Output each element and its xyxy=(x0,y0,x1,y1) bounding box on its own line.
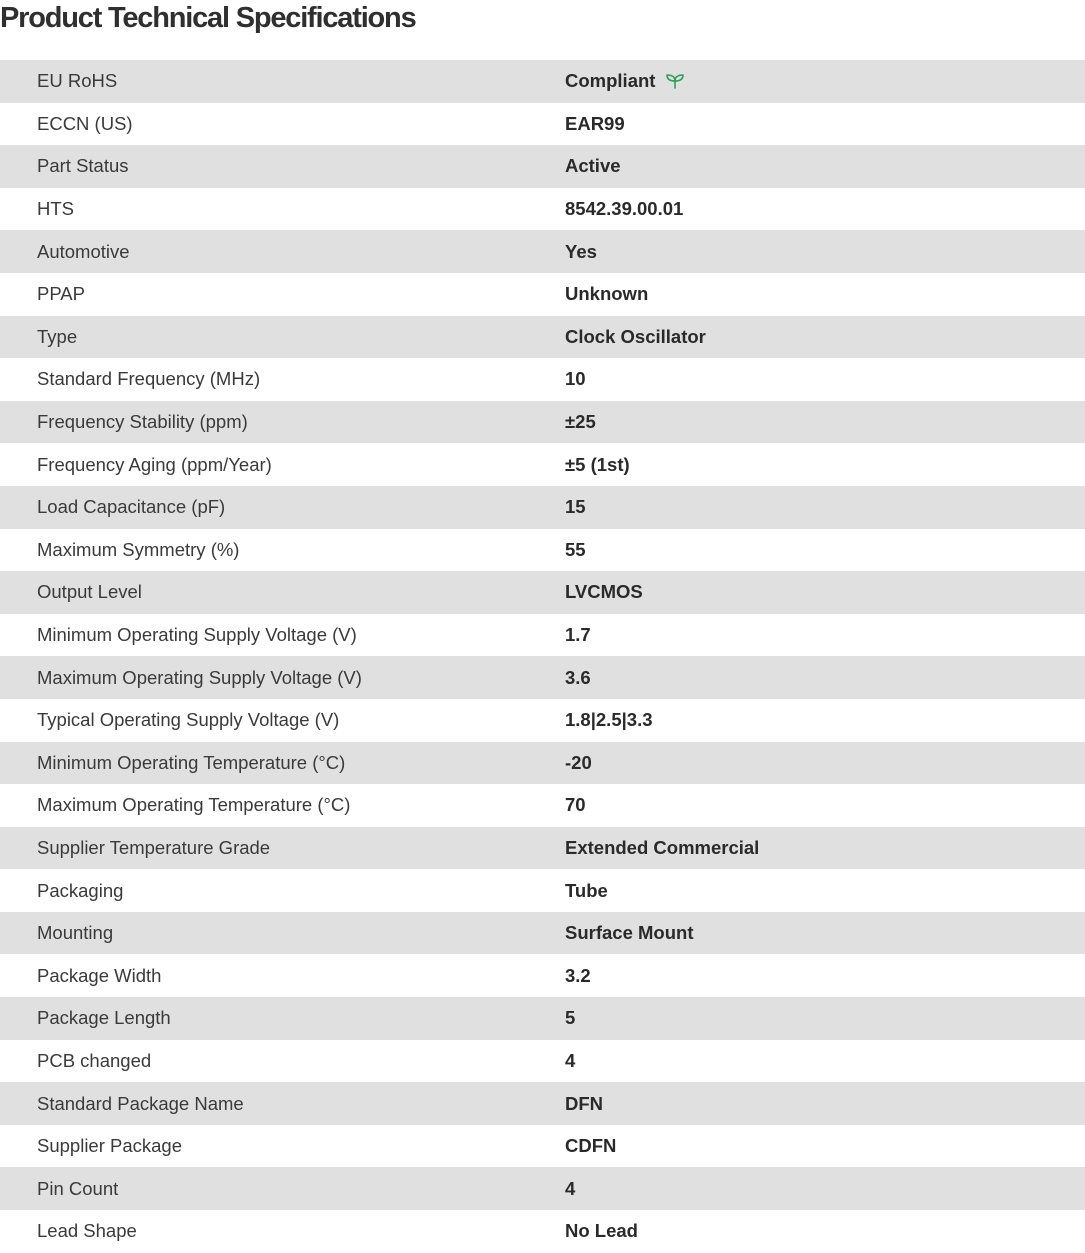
spec-row xyxy=(0,954,1085,997)
spec-value: -20 xyxy=(565,751,592,773)
spec-value-cell xyxy=(565,198,683,220)
spec-label: Frequency Aging (ppm/Year) xyxy=(37,453,272,475)
spec-value: 3.2 xyxy=(565,964,591,986)
spec-value-cell xyxy=(565,113,625,135)
spec-label: Standard Frequency (MHz) xyxy=(37,368,261,390)
spec-value-cell xyxy=(565,1093,603,1115)
spec-row xyxy=(0,827,1085,870)
spec-label: Mounting xyxy=(37,922,114,944)
spec-label: Maximum Symmetry (%) xyxy=(37,538,240,560)
spec-value: LVCMOS xyxy=(565,581,643,603)
spec-label: Packaging xyxy=(37,879,124,901)
spec-row xyxy=(0,529,1085,572)
spec-label: Supplier Temperature Grade xyxy=(37,836,271,858)
spec-value: Extended Commercial xyxy=(565,836,760,858)
spec-value: 55 xyxy=(565,538,586,560)
spec-label: Minimum Operating Temperature (°C) xyxy=(37,751,346,773)
spec-value: 70 xyxy=(565,794,586,816)
spec-value: No Lead xyxy=(565,1220,638,1242)
spec-row xyxy=(0,230,1085,273)
spec-value-cell xyxy=(565,1050,575,1072)
spec-value: Compliant xyxy=(565,70,656,92)
spec-label: EU RoHS xyxy=(37,70,118,92)
page-title: Product Technical Specifications xyxy=(0,2,416,34)
spec-row xyxy=(0,1167,1085,1210)
spec-label: Load Capacitance (pF) xyxy=(37,496,226,518)
spec-row xyxy=(0,912,1085,955)
spec-row xyxy=(0,869,1085,912)
spec-value-cell xyxy=(565,241,597,263)
spec-row xyxy=(0,188,1085,231)
spec-value-cell xyxy=(565,1007,575,1029)
spec-value-cell xyxy=(565,624,591,646)
spec-value: 5 xyxy=(565,1007,576,1029)
spec-value-cell xyxy=(565,752,592,774)
spec-value: Active xyxy=(565,155,621,177)
spec-value: Unknown xyxy=(565,283,649,305)
spec-value: ±25 xyxy=(565,411,596,433)
spec-row xyxy=(0,571,1085,614)
spec-label: Package Width xyxy=(37,964,162,986)
spec-label: Minimum Operating Supply Voltage (V) xyxy=(37,624,357,646)
spec-label: Standard Package Name xyxy=(37,1092,244,1114)
spec-value-cell xyxy=(565,283,648,305)
spec-row xyxy=(0,656,1085,699)
spec-value-cell xyxy=(565,922,693,944)
spec-value: 1.7 xyxy=(565,624,591,646)
spec-value-cell xyxy=(565,837,759,859)
spec-value: 8542.39.00.01 xyxy=(565,198,684,220)
spec-label: Supplier Package xyxy=(37,1135,183,1157)
spec-value: Yes xyxy=(565,240,597,262)
spec-row xyxy=(0,1210,1085,1253)
spec-label: Typical Operating Supply Voltage (V) xyxy=(37,709,340,731)
spec-value-cell xyxy=(565,880,608,902)
spec-value: 3.6 xyxy=(565,666,591,688)
spec-value-cell xyxy=(565,794,586,816)
spec-value: CDFN xyxy=(565,1135,617,1157)
spec-row xyxy=(0,401,1085,444)
spec-label: Maximum Operating Supply Voltage (V) xyxy=(37,666,362,688)
spec-value-cell xyxy=(565,70,685,92)
spec-row xyxy=(0,1040,1085,1083)
spec-table xyxy=(0,60,1085,1253)
spec-value: 1.8|2.5|3.3 xyxy=(565,709,653,731)
spec-value-cell xyxy=(565,411,596,433)
spec-value-cell xyxy=(565,539,586,561)
spec-label: Type xyxy=(37,325,78,347)
spec-value-cell xyxy=(565,581,643,603)
spec-row xyxy=(0,699,1085,742)
spec-value: Clock Oscillator xyxy=(565,325,706,347)
spec-label: Output Level xyxy=(37,581,142,603)
spec-value-cell xyxy=(565,667,591,689)
spec-value: 4 xyxy=(565,1049,576,1071)
spec-row xyxy=(0,145,1085,188)
spec-value-cell xyxy=(565,368,586,390)
spec-value-cell xyxy=(565,1178,575,1200)
spec-label: PCB changed xyxy=(37,1049,152,1071)
spec-label: ECCN (US) xyxy=(37,112,133,134)
spec-label: HTS xyxy=(37,198,74,220)
spec-value-cell xyxy=(565,1135,616,1157)
spec-value-cell xyxy=(565,965,591,987)
spec-label: Automotive xyxy=(37,240,130,262)
spec-value: 15 xyxy=(565,496,586,518)
spec-row xyxy=(0,1125,1085,1168)
spec-label: Lead Shape xyxy=(37,1220,137,1242)
spec-row xyxy=(0,784,1085,827)
spec-row xyxy=(0,316,1085,359)
spec-value-cell xyxy=(565,155,621,177)
spec-row xyxy=(0,614,1085,657)
spec-label: Part Status xyxy=(37,155,129,177)
spec-row xyxy=(0,60,1085,103)
spec-value-cell xyxy=(565,454,630,476)
spec-row xyxy=(0,358,1085,401)
spec-row xyxy=(0,103,1085,146)
spec-value-cell xyxy=(565,709,653,731)
spec-value: EAR99 xyxy=(565,112,625,134)
spec-value: 4 xyxy=(565,1177,576,1199)
spec-value-cell xyxy=(565,326,706,348)
spec-row xyxy=(0,443,1085,486)
spec-row xyxy=(0,1082,1085,1125)
spec-row xyxy=(0,273,1085,316)
spec-value-cell xyxy=(565,496,586,518)
spec-value-cell xyxy=(565,1220,638,1242)
spec-label: Maximum Operating Temperature (°C) xyxy=(37,794,351,816)
spec-label: Frequency Stability (ppm) xyxy=(37,411,248,433)
spec-label: Pin Count xyxy=(37,1177,119,1199)
spec-row xyxy=(0,742,1085,785)
spec-row xyxy=(0,486,1085,529)
leaf-icon xyxy=(665,72,685,90)
spec-label: PPAP xyxy=(37,283,85,305)
spec-row xyxy=(0,997,1085,1040)
spec-value: ±5 (1st) xyxy=(565,453,630,475)
spec-value: Tube xyxy=(565,879,608,901)
spec-value: 10 xyxy=(565,368,586,390)
spec-value: DFN xyxy=(565,1092,604,1114)
spec-label: Package Length xyxy=(37,1007,171,1029)
spec-value: Surface Mount xyxy=(565,922,694,944)
